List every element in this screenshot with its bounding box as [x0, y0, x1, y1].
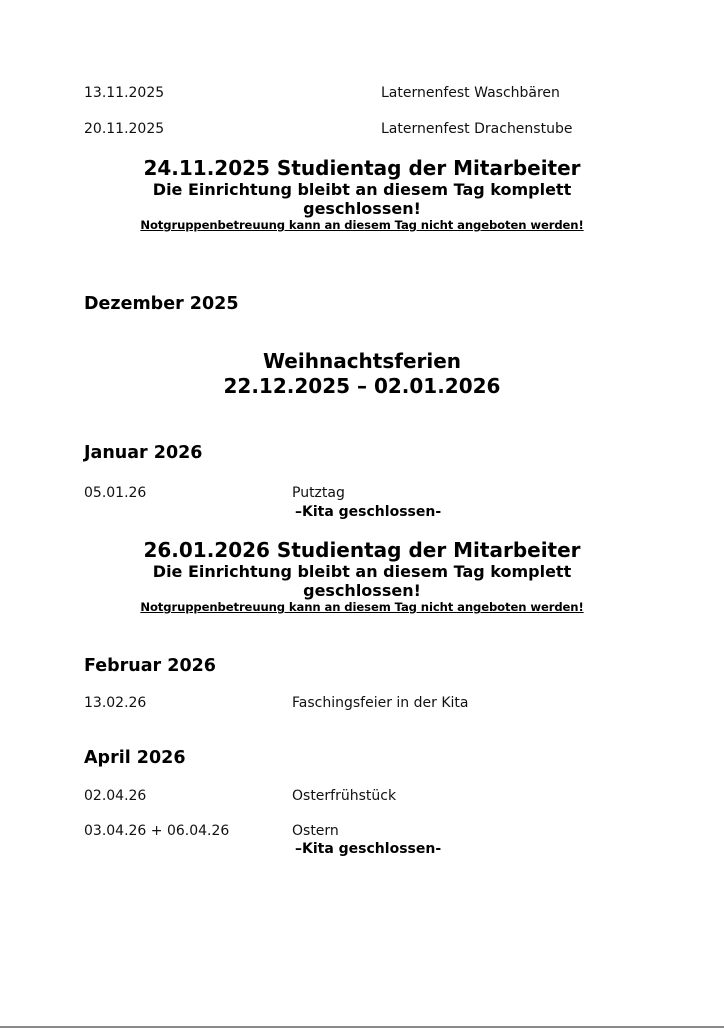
event-text: Putztag — [292, 485, 345, 501]
month-heading: April 2026 — [84, 748, 186, 768]
event-date: 20.11.2025 — [84, 121, 165, 137]
event-date: 05.01.26 — [84, 485, 147, 501]
notice-line: geschlossen! — [303, 199, 421, 218]
notice-title: 24.11.2025 Studientag der Mitarbeiter — [143, 156, 581, 180]
event-text: Laternenfest Drachenstube — [381, 121, 573, 137]
event-text: Ostern — [292, 823, 339, 839]
notice-line: Die Einrichtung bleibt an diesem Tag komplett — [152, 562, 572, 581]
event-date: 02.04.26 — [84, 788, 147, 804]
event-text: Faschingsfeier in der Kita — [292, 695, 469, 711]
event-text: Osterfrühstück — [292, 788, 397, 804]
month-heading: Januar 2026 — [84, 443, 203, 463]
notice-note: Notgruppenbetreuung kann an diesem Tag nicht angeboten werden! — [140, 600, 584, 614]
event-text: Laternenfest Waschbären — [381, 85, 560, 101]
holiday-notice — [0, 349, 724, 399]
notice-line: Die Einrichtung bleibt an diesem Tag komplett — [152, 180, 572, 199]
notice-note: Notgruppenbetreuung kann an diesem Tag nicht angeboten werden! — [140, 218, 584, 232]
event-date: 03.04.26 + 06.04.26 — [84, 823, 230, 839]
event-subtext: –Kita geschlossen- — [295, 504, 442, 520]
studientag-notice — [0, 157, 724, 232]
holiday-range: 22.12.2025 – 02.01.2026 — [223, 374, 501, 398]
event-date: 13.11.2025 — [84, 85, 165, 101]
month-heading: Dezember 2025 — [84, 294, 239, 314]
notice-title: 26.01.2026 Studientag der Mitarbeiter — [143, 538, 581, 562]
studientag-notice — [0, 539, 724, 614]
event-subtext: –Kita geschlossen- — [295, 841, 442, 857]
notice-line: geschlossen! — [303, 581, 421, 600]
event-date: 13.02.26 — [84, 695, 147, 711]
month-heading: Februar 2026 — [84, 656, 216, 676]
holiday-title: Weihnachtsferien — [262, 349, 462, 373]
